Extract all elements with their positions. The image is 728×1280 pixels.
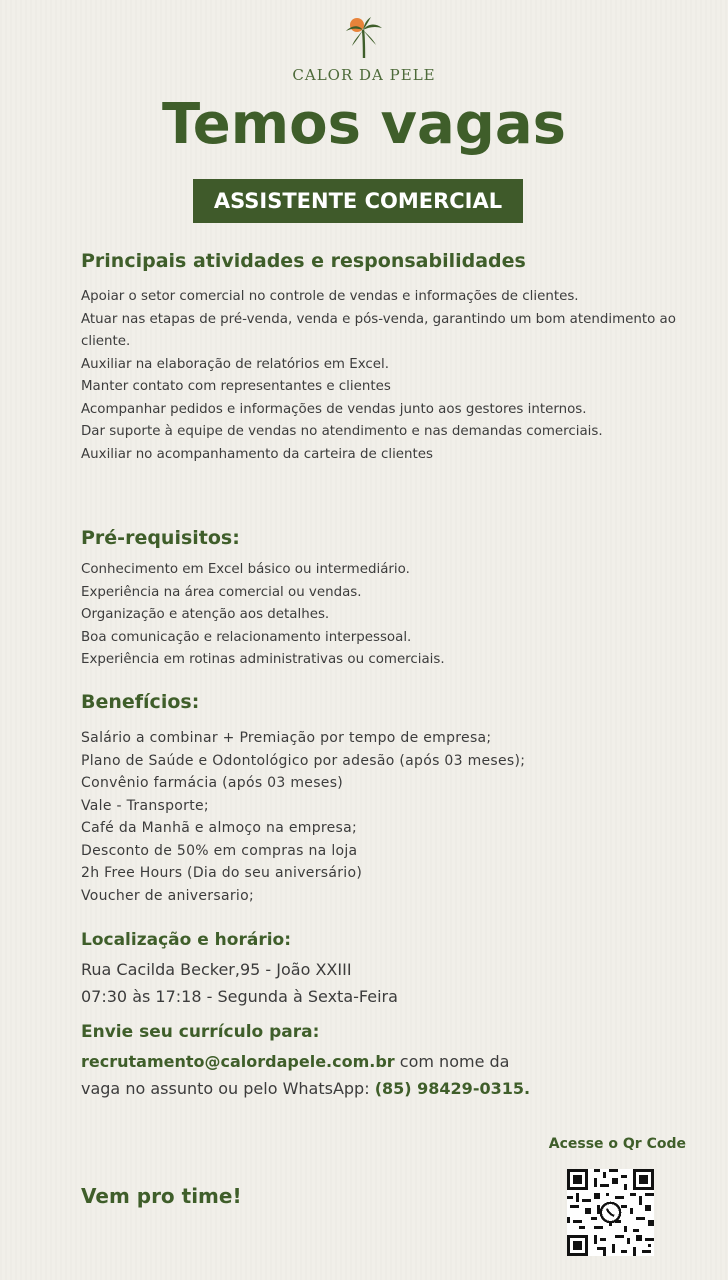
qr-code-icon[interactable] xyxy=(567,1169,654,1256)
benefits-section xyxy=(81,691,701,907)
benefit-item: Convênio farmácia (após 03 meses) xyxy=(81,775,344,791)
benefit-item: 2h Free Hours (Dia do seu aniversário) xyxy=(81,865,363,881)
apply-heading: Envie seu currículo para: xyxy=(81,1022,320,1042)
requirements-heading: Pré-requisitos: xyxy=(81,527,240,549)
benefit-item: Voucher de aniversario; xyxy=(81,887,254,904)
page-title: Temos vagas xyxy=(162,92,566,157)
requirement-item: Experiência na área comercial ou vendas. xyxy=(81,584,362,600)
brand-logo xyxy=(0,14,728,84)
benefits-text xyxy=(81,727,701,907)
benefit-item: Vale - Transporte; xyxy=(81,797,209,814)
responsibility-item: Auxiliar no acompanhamento da carteira de clientes xyxy=(81,446,433,462)
responsibility-item: Manter contato com representantes e clientes xyxy=(81,379,391,394)
responsibilities-text xyxy=(81,286,701,466)
requirement-item: Experiência em rotinas administrativas ou comerciais. xyxy=(81,652,445,667)
apply-text xyxy=(81,1048,701,1102)
apply-text-1: com nome da xyxy=(394,1052,510,1071)
requirement-item: Boa comunicação e relacionamento interpessoal. xyxy=(81,629,412,645)
call-to-action: Vem pro time! xyxy=(81,1184,242,1208)
requirement-item: Organização e atenção aos detalhes. xyxy=(81,607,330,622)
requirement-item: Conhecimento em Excel básico ou intermediário. xyxy=(81,562,410,577)
benefit-item: Desconto de 50% em compras na loja xyxy=(81,842,358,859)
benefits-heading: Benefícios: xyxy=(81,691,200,713)
qr-code-label: Acesse o Qr Code xyxy=(548,1136,686,1152)
responsibility-item: Dar suporte à equipe de vendas no atendimento e nas demandas comerciais. xyxy=(81,424,603,439)
requirements-section xyxy=(81,527,701,672)
palm-tree-sun-icon xyxy=(342,14,386,60)
requirements-text xyxy=(81,559,701,672)
responsibility-item: Atuar nas etapas de pré-venda, venda e pós-venda, garantindo um bom atendimento ao cliente. xyxy=(81,311,676,349)
benefit-item: Plano de Saúde e Odontológico por adesão (após 03 meses); xyxy=(81,752,526,769)
location-heading: Localização e horário: xyxy=(81,930,292,950)
responsibility-item: Acompanhar pedidos e informações de vendas junto aos gestores internos. xyxy=(81,401,587,417)
whatsapp-number[interactable]: (85) 98429-0315. xyxy=(374,1079,531,1098)
benefit-item: Salário a combinar + Premiação por tempo de empresa; xyxy=(81,730,492,746)
responsibility-item: Apoiar o setor comercial no controle de vendas e informações de clientes. xyxy=(81,289,579,304)
responsibility-item: Auxiliar na elaboração de relatórios em Excel. xyxy=(81,356,389,372)
apply-section xyxy=(81,1022,701,1102)
email-link[interactable]: recrutamento@calordapele.com.br xyxy=(81,1052,395,1071)
address: Rua Cacilda Becker,95 - João XXIII xyxy=(81,960,352,979)
location-section xyxy=(81,930,701,1010)
apply-text-2: vaga no assunto ou pelo WhatsApp: xyxy=(81,1079,375,1098)
responsibilities-section xyxy=(81,250,701,466)
responsibilities-heading: Principais atividades e responsabilidades xyxy=(81,250,526,272)
location-text xyxy=(81,956,701,1010)
brand-name: CALOR DA PELE xyxy=(292,66,436,84)
benefit-item: Café da Manhã e almoço na empresa; xyxy=(81,820,358,836)
working-hours: 07:30 às 17:18 - Segunda à Sexta-Feira xyxy=(81,987,398,1006)
role-banner: ASSISTENTE COMERCIAL xyxy=(193,179,523,223)
